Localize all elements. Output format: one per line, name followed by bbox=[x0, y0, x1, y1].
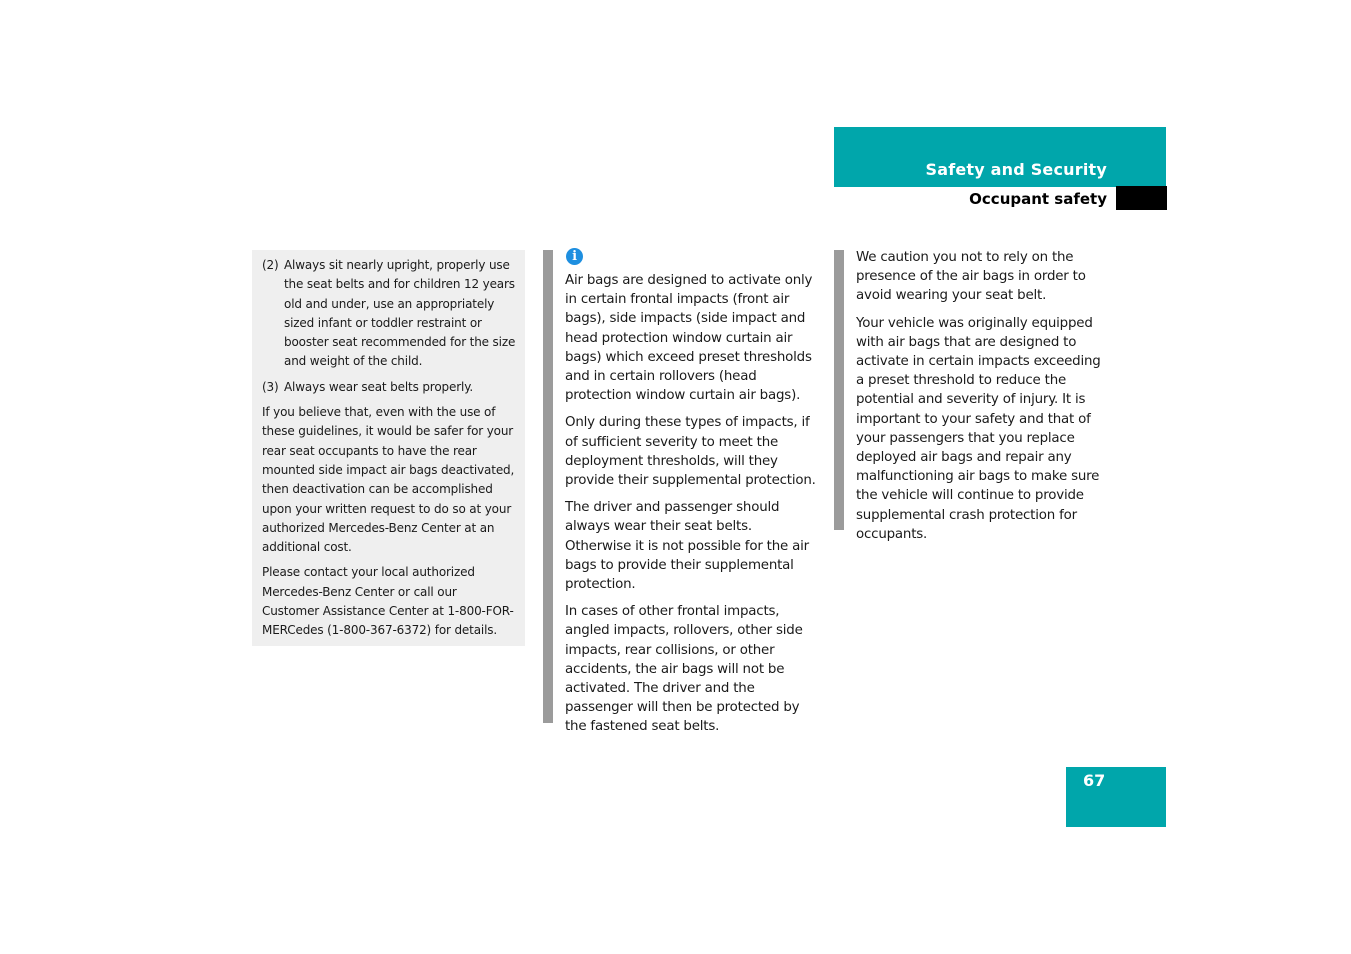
body-paragraph: Your vehicle was originally equipped with air bags that are designed to activate in certain impacts exceeding a preset threshold to reduce the potential and severity of injury. It is important to your safety and that of your passengers that you replace deployed air bags and repair any malfunctioning air bags to make sure the vehicle will continue to provide supplemental crash protection for occupants. bbox=[856, 315, 1101, 542]
numbered-item bbox=[262, 256, 517, 372]
section-marker bbox=[1116, 186, 1167, 210]
note-box bbox=[252, 250, 525, 646]
info-icon: i bbox=[566, 248, 583, 265]
middle-side-bar bbox=[543, 250, 553, 723]
section-header-tab bbox=[834, 127, 1166, 187]
numbered-item bbox=[262, 378, 517, 397]
right-column bbox=[856, 248, 1108, 552]
page-number-tab bbox=[1066, 767, 1166, 827]
item-text: Always wear seat belts properly. bbox=[284, 379, 474, 394]
item-number: (3) bbox=[262, 379, 279, 394]
item-number: (2) bbox=[262, 258, 279, 272]
note-paragraph: If you believe that, even with the use of these guidelines, it would be safer for your rear seat occupants to have the rear mounted side impact air bags deactivated, then deactivation can be accomplished upon your written request to do so at your authorized Mercedes-Benz Center at an additional cost. bbox=[262, 405, 515, 555]
section-title: Safety and Security bbox=[925, 160, 1107, 179]
body-paragraph: Only during these types of impacts, if of sufficient severity to meet the deployment thresholds, will they provide their supplemental protection. bbox=[565, 415, 816, 489]
subsection-title: Occupant safety bbox=[969, 190, 1107, 208]
item-text: Always sit nearly upright, properly use the seat belts and for children 12 years old and under, use an appropriately sized infant or toddler restraint or booster seat recommended for the size and weight of the child. bbox=[284, 258, 516, 369]
right-side-bar bbox=[834, 250, 844, 530]
body-paragraph: The driver and passenger should always wear their seat belts. Otherwise it is not possible for the air bags to provide their supplemental protection. bbox=[565, 500, 809, 593]
note-paragraph: Please contact your local authorized Mercedes-Benz Center or call our Customer Assistance Center at 1-800-FOR-MERCedes (1-800-367-6372) for details. bbox=[262, 565, 514, 638]
middle-column bbox=[565, 248, 817, 745]
page-number: 67 bbox=[1083, 771, 1106, 790]
body-paragraph: We caution you not to rely on the presence of the air bags in order to avoid wearing your seat belt. bbox=[856, 250, 1086, 304]
body-paragraph: Air bags are designed to activate only in certain frontal impacts (front air bags), side impacts (side impact and head protection window curtain air bags) which exceed preset thresholds and in certain rollovers (head protection window curtain air bags). bbox=[565, 273, 813, 404]
body-paragraph: In cases of other frontal impacts, angled impacts, rollovers, other side impacts, rear collisions, or other accidents, the air bags will not be activated. The driver and the passenger will then be protected by the fastened seat belts. bbox=[565, 604, 803, 735]
